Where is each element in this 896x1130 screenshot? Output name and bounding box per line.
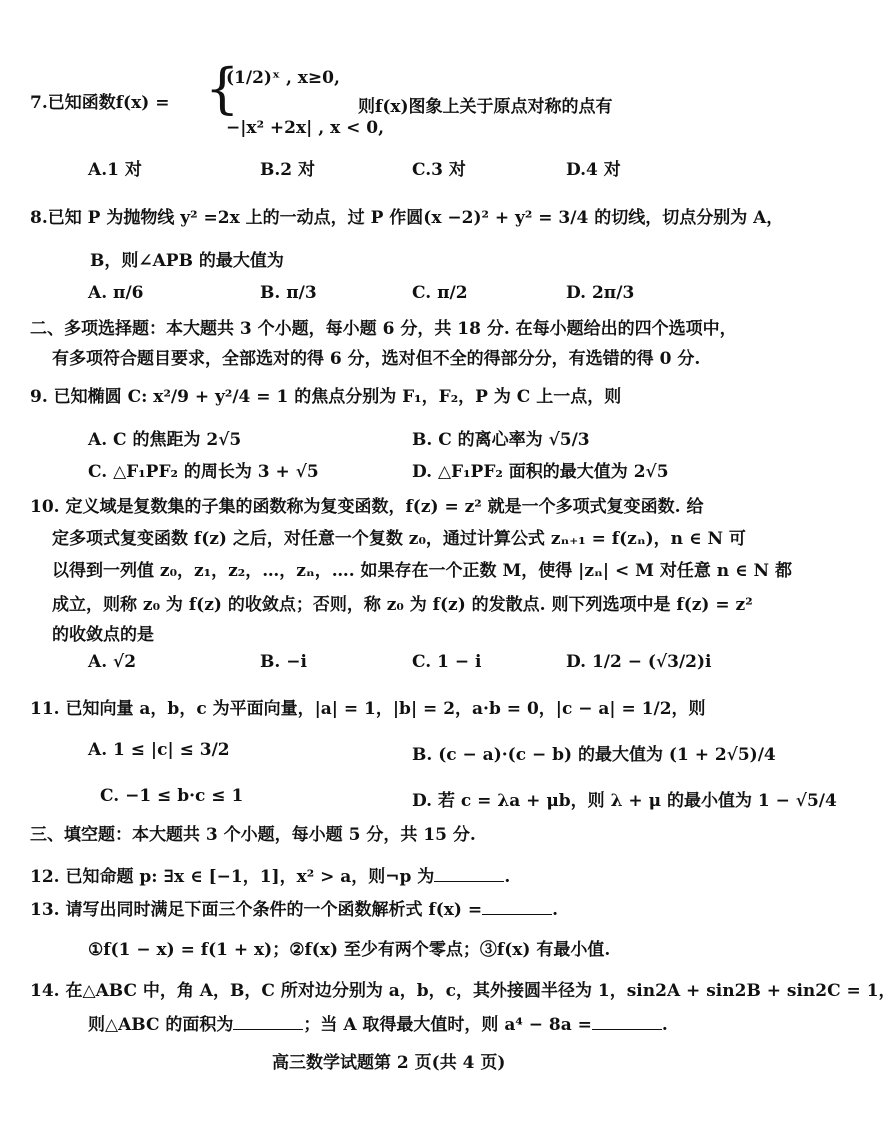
- q7-stem-prefix: 7.已知函数f(x) =: [30, 93, 170, 113]
- q10-line1: 10. 定义域是复数集的子集的函数称为复变函数，f(z) = z² 就是一个多项式复变函数. 给: [30, 497, 704, 517]
- q11-option-a[interactable]: A. 1 ≤ |c| ≤ 3/2: [88, 740, 230, 760]
- q7-case1: (1/2)ˣ , x≥0,: [226, 68, 340, 88]
- q12-prefix: 12. 已知命题 p: ∃x ∈ [−1，1]，x² > a，则¬p 为: [30, 867, 435, 887]
- q8-option-b[interactable]: B. π/3: [260, 283, 317, 303]
- q13-stem: [30, 895, 558, 920]
- q8-line2: B，则∠APB 的最大值为: [90, 251, 284, 271]
- q14-line2: [88, 1010, 668, 1035]
- q10-option-a[interactable]: A. √2: [88, 652, 137, 672]
- q10-option-c[interactable]: C. 1 − i: [412, 652, 482, 672]
- q7-option-c[interactable]: C.3 对: [412, 160, 466, 180]
- q13-suffix: .: [552, 900, 559, 920]
- q7-option-a[interactable]: A.1 对: [88, 160, 142, 180]
- section2-heading-line1: 二、多项选择题：本大题共 3 个小题，每小题 6 分，共 18 分. 在每小题给出的四个选项中，: [30, 319, 737, 339]
- q13-conditions: ①f(1 − x) = f(1 + x)；②f(x) 至少有两个零点；③f(x) 有最小值.: [88, 940, 611, 960]
- q14-line2-mid: ；当 A 取得最大值时，则 a⁴ − 8a =: [303, 1015, 592, 1035]
- q8-option-a[interactable]: A. π/6: [88, 283, 144, 303]
- q10-option-d[interactable]: D. 1/2 − (√3/2)i: [566, 652, 712, 672]
- q10-line4: 成立，则称 z₀ 为 f(z) 的收敛点；否则，称 z₀ 为 f(z) 的发散点. 则下列选项中是 f(z) = z²: [52, 595, 753, 615]
- q11-stem: 11. 已知向量 a，b，c 为平面向量，|a| = 1，|b| = 2，a·b = 0，|c − a| = 1/2，则: [30, 699, 706, 719]
- q12-stem: [30, 862, 510, 887]
- q12-answer-blank[interactable]: [434, 867, 504, 882]
- q14-area-blank[interactable]: [233, 1015, 303, 1030]
- section3-heading: 三、填空题：本大题共 3 个小题，每小题 5 分，共 15 分.: [30, 825, 476, 845]
- q14-line2-suffix: .: [661, 1015, 668, 1035]
- q8-option-d[interactable]: D. 2π/3: [566, 283, 635, 303]
- q7-case2: −|x² +2x| , x < 0,: [226, 118, 385, 138]
- q14-value-blank[interactable]: [592, 1015, 662, 1030]
- q12-suffix: .: [504, 867, 511, 887]
- q10-line5: 的收敛点的是: [52, 625, 154, 645]
- q11-option-b[interactable]: B. (c − a)·(c − b) 的最大值为 (1 + 2√5)/4: [412, 745, 776, 765]
- q7-stem-suffix: 则f(x)图象上关于原点对称的点有: [358, 97, 613, 117]
- q10-line3: 以得到一列值 z₀，z₁，z₂，…，zₙ，…. 如果存在一个正数 M，使得 |zₙ| < M 对任意 n ∈ N 都: [52, 561, 793, 581]
- q9-option-b[interactable]: B. C 的离心率为 √5/3: [412, 430, 590, 450]
- piecewise-brace: {: [205, 57, 240, 120]
- q7-option-d[interactable]: D.4 对: [566, 160, 621, 180]
- q14-line2-prefix: 则△ABC 的面积为: [88, 1015, 234, 1035]
- q13-prefix: 13. 请写出同时满足下面三个条件的一个函数解析式 f(x) =: [30, 900, 483, 920]
- q7-option-b[interactable]: B.2 对: [260, 160, 316, 180]
- page-footer: 高三数学试题第 2 页(共 4 页): [272, 1053, 506, 1073]
- q9-option-a[interactable]: A. C 的焦距为 2√5: [88, 430, 242, 450]
- q11-option-d[interactable]: D. 若 c = λa + μb，则 λ + μ 的最小值为 1 − √5/4: [412, 791, 837, 811]
- q10-option-b[interactable]: B. −i: [260, 652, 307, 672]
- q9-stem: 9. 已知椭圆 C: x²/9 + y²/4 = 1 的焦点分别为 F₁，F₂，P 为 C 上一点，则: [30, 387, 622, 407]
- q14-line1: 14. 在△ABC 中，角 A，B，C 所对边分别为 a，b，c，其外接圆半径为 1，sin2A + sin2B + sin2C = 1，: [30, 981, 896, 1001]
- section2-heading-line2: 有多项符合题目要求，全部选对的得 6 分，选对但不全的得部分分，有选错的得 0 分.: [52, 349, 701, 369]
- q11-option-c[interactable]: C. −1 ≤ b·c ≤ 1: [100, 786, 244, 806]
- q13-answer-blank[interactable]: [482, 900, 552, 915]
- q8-line1: 8.已知 P 为抛物线 y² =2x 上的一动点，过 P 作圆(x −2)² + y² = 3/4 的切线，切点分别为 A，: [30, 208, 784, 228]
- q10-line2: 定多项式复变函数 f(z) 之后，对任意一个复数 z₀，通过计算公式 zₙ₊₁ = f(zₙ)，n ∈ N 可: [52, 529, 746, 549]
- q8-option-c[interactable]: C. π/2: [412, 283, 468, 303]
- q9-option-d[interactable]: D. △F₁PF₂ 面积的最大值为 2√5: [412, 462, 669, 482]
- q9-option-c[interactable]: C. △F₁PF₂ 的周长为 3 + √5: [88, 462, 319, 482]
